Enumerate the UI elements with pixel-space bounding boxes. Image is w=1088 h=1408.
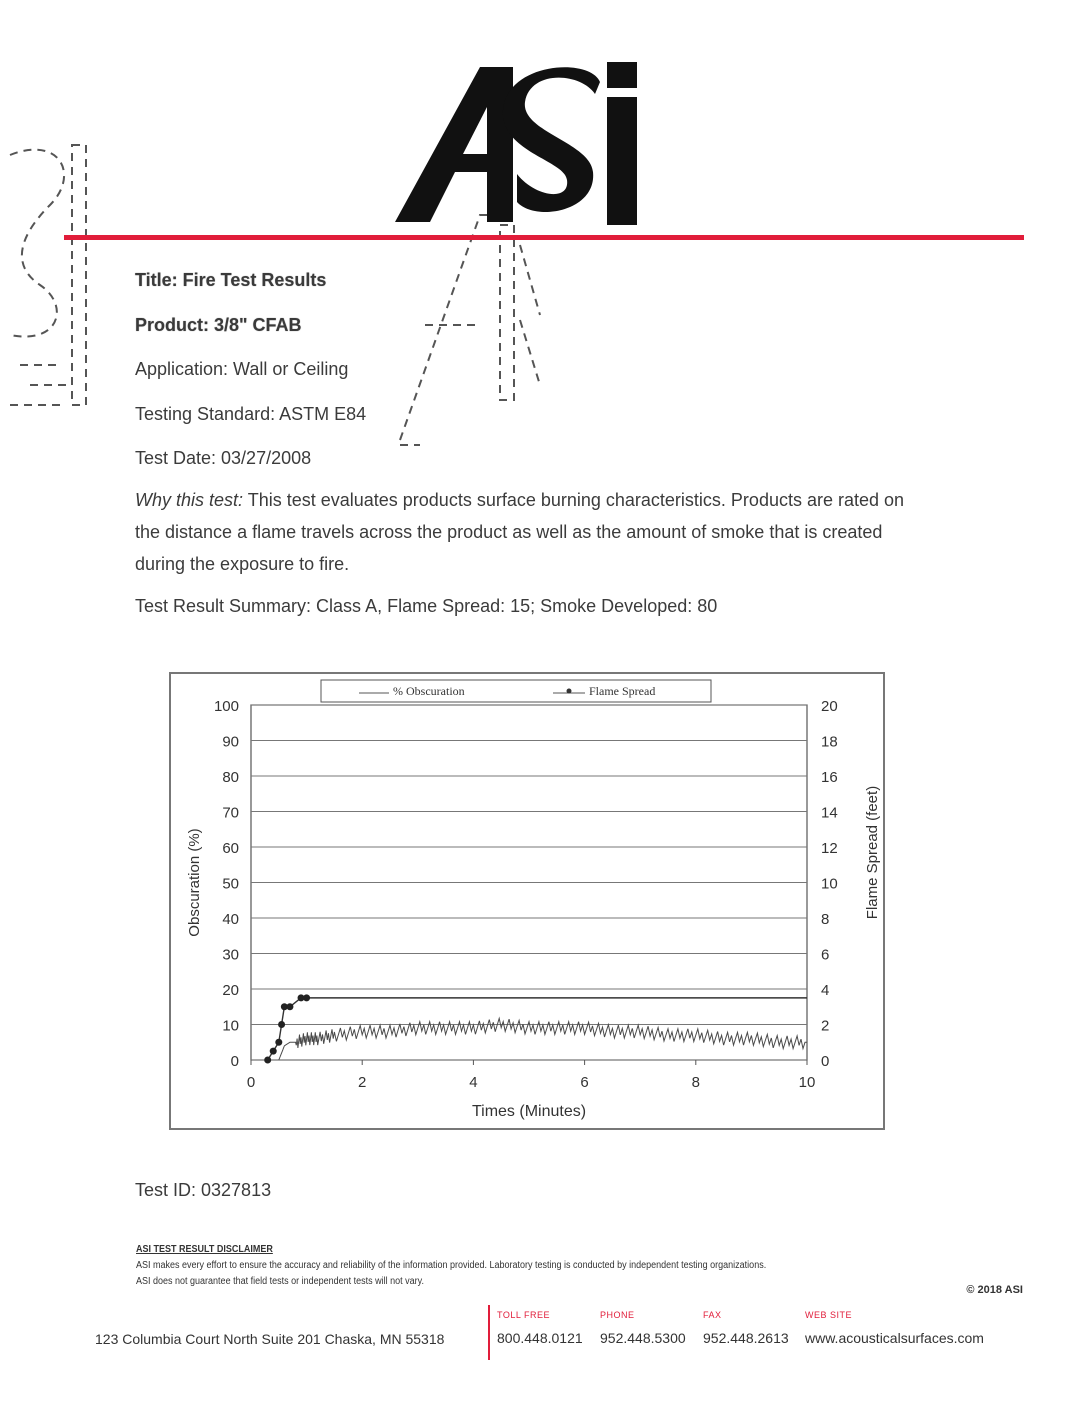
y2-tick-label: 20 (821, 698, 838, 715)
chart-svg (171, 674, 883, 1128)
y-tick-label: 30 (222, 946, 239, 964)
flame-spread-point (278, 1021, 285, 1028)
y2-tick-label: 2 (821, 1017, 830, 1035)
legend-obscuration: % Obscuration (393, 684, 465, 698)
y-tick-label: 100 (213, 698, 239, 715)
footer-toll-free (497, 1310, 583, 1346)
why-label: Why this test: (135, 490, 244, 510)
test-date-field: Test Date: 03/27/2008 (135, 448, 312, 468)
flame-spread-point (303, 994, 310, 1001)
disclaimer (136, 1242, 766, 1290)
copyright: © 2018 ASI (966, 1284, 1023, 1296)
y2-tick-label: 0 (821, 1053, 830, 1070)
x-tick-label: 2 (358, 1074, 367, 1091)
footer-web (805, 1310, 984, 1346)
test-id: Test ID: 0327813 (135, 1180, 272, 1200)
doc-title: Title: Fire Test Results (135, 270, 327, 290)
y2-tick-label: 8 (821, 911, 830, 928)
y-axis-label: Obscuration (%) (186, 828, 203, 937)
y-tick-label: 70 (222, 804, 239, 822)
y-tick-label: 60 (222, 840, 239, 857)
why-this-test (135, 484, 925, 580)
legend-flame: Flame Spread (589, 684, 656, 698)
x-tick-label: 10 (798, 1074, 816, 1091)
x-tick-label: 4 (469, 1074, 478, 1091)
fax-label: FAX (703, 1310, 722, 1320)
flame-spread-point (270, 1048, 277, 1055)
y-tick-label: 40 (222, 911, 239, 928)
fax-number: 952.448.2613 (703, 1330, 789, 1346)
flame-spread-point (286, 1003, 293, 1010)
disclaimer-line-1: ASI makes every effort to ensure the accuracy and reliability of the information provided. Laboratory testing is conducted by independent testing organizations. (136, 1260, 767, 1271)
footer-divider (488, 1305, 490, 1360)
y2-tick-label: 4 (821, 982, 830, 999)
ghost-logo-left (0, 135, 92, 415)
y-tick-label: 80 (222, 769, 239, 786)
footer-fax (703, 1310, 789, 1346)
x-tick-label: 0 (246, 1074, 256, 1091)
toll-free-number[interactable]: 800.448.0121 (497, 1330, 583, 1346)
legend-marker-flame (567, 689, 572, 694)
toll-free-label: TOLL FREE (497, 1310, 551, 1320)
y2-tick-label: 18 (821, 733, 838, 751)
web-label: WEB SITE (805, 1310, 853, 1320)
flame-spread-point (264, 1057, 271, 1064)
ghost-logo-center (395, 205, 545, 450)
series-flame-spread (268, 998, 807, 1060)
standard-field: Testing Standard: ASTM E84 (135, 404, 367, 424)
y2-axis-label: Flame Spread (feet) (864, 785, 881, 920)
y2-tick-label: 6 (821, 946, 830, 964)
result-summary: Test Result Summary: Class A, Flame Spread: 15; Smoke Developed: 80 (135, 596, 718, 616)
footer-address: 123 Columbia Court North Suite 201 Chaska, MN 55318 (95, 1331, 445, 1347)
disclaimer-line-2: ASI does not guarantee that field tests or independent tests will not vary. (136, 1276, 425, 1287)
x-axis-label: Times (Minutes) (471, 1103, 587, 1120)
y2-tick-label: 10 (821, 875, 838, 893)
phone-label: PHONE (600, 1310, 635, 1320)
y2-tick-label: 14 (821, 804, 838, 822)
footer-phone (600, 1310, 686, 1346)
y-tick-label: 0 (230, 1053, 239, 1070)
disclaimer-heading: ASI TEST RESULT DISCLAIMER (136, 1244, 273, 1255)
x-tick-label: 6 (580, 1074, 589, 1091)
y-tick-label: 10 (222, 1017, 239, 1035)
flame-spread-point (275, 1039, 282, 1046)
y2-tick-label: 12 (821, 840, 838, 857)
phone-number[interactable]: 952.448.5300 (600, 1330, 686, 1346)
fire-test-chart (169, 672, 885, 1130)
x-tick-label: 8 (691, 1074, 700, 1091)
web-link[interactable]: www.acousticalsurfaces.com (805, 1330, 984, 1346)
y-tick-label: 90 (222, 733, 239, 751)
asi-logo (395, 62, 645, 232)
y-tick-label: 50 (222, 875, 239, 893)
product-field: Product: 3/8" CFAB (135, 315, 302, 335)
application-field: Application: Wall or Ceiling (135, 359, 349, 379)
why-text: This test evaluates products surface burning characteristics. Products are rated on the distance a flame travels across the product as well as the amount of smoke that is created during the exposure to fire. (135, 490, 905, 574)
header-divider (64, 235, 1024, 240)
y-tick-label: 20 (222, 982, 239, 999)
y2-tick-label: 16 (821, 769, 838, 786)
